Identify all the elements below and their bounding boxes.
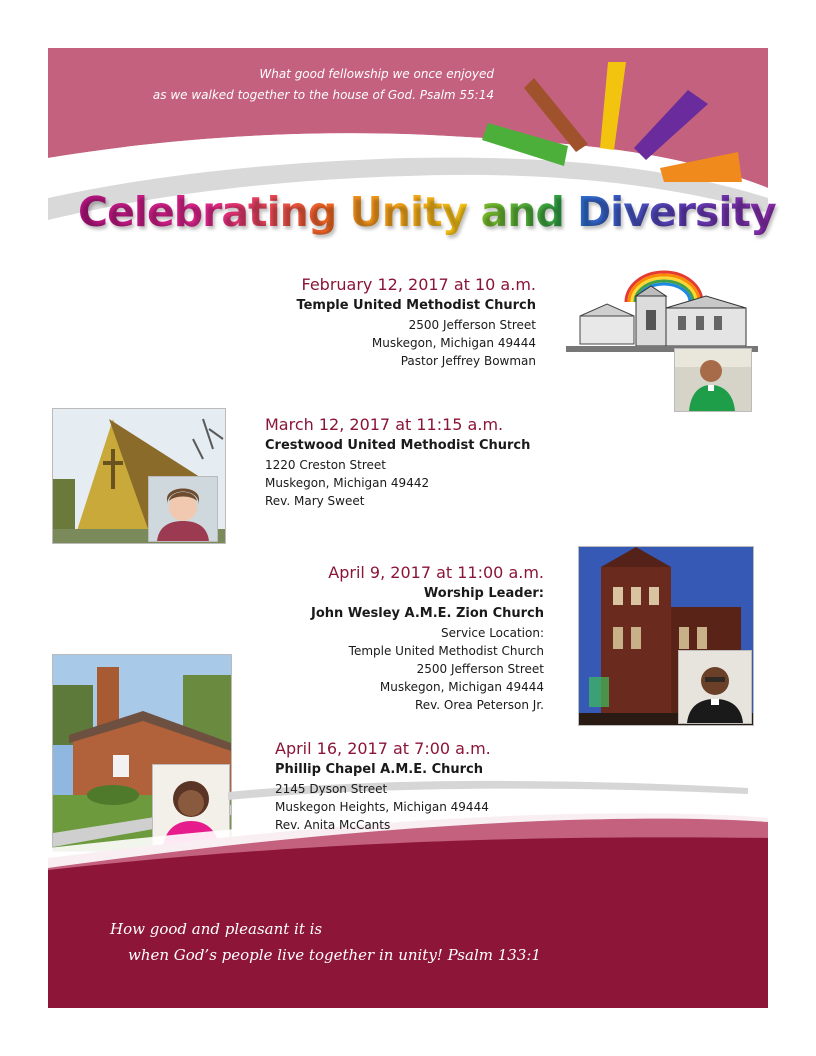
event-location-label: Service Location: — [441, 626, 544, 640]
event-date: March 12, 2017 at 11:15 a.m. — [265, 415, 504, 434]
event-pastor: Pastor Jeffrey Bowman — [400, 354, 536, 368]
temple-church-sketch-image — [566, 270, 758, 358]
title-word-diversity: Diversity — [577, 188, 776, 236]
event-church: Crestwood United Methodist Church — [265, 438, 531, 453]
page-title — [78, 188, 776, 236]
event-church: Phillip Chapel A.M.E. Church — [275, 762, 483, 777]
event-date: April 9, 2017 at 11:00 a.m. — [328, 563, 544, 582]
event-location-church: Temple United Methodist Church — [348, 644, 544, 658]
event-4 — [275, 738, 491, 834]
event-3 — [311, 562, 544, 714]
flyer-page — [48, 48, 776, 1008]
event-address: 2145 Dyson Street — [275, 782, 388, 796]
event-city: Muskegon, Michigan 49442 — [265, 476, 430, 490]
event-pastor: Rev. Mary Sweet — [265, 494, 365, 508]
title-word-unity: Unity — [349, 188, 468, 236]
header-verse-line1: What good fellowship we once enjoyed — [259, 67, 494, 81]
footer-verse-line2: when God’s people live together in unity! Psalm 133:1 — [128, 946, 541, 964]
pastor-bowman-photo — [674, 348, 752, 412]
event-city: Muskegon, Michigan 49444 — [379, 680, 544, 694]
rev-orea-peterson-photo — [678, 650, 752, 724]
event-address: 1220 Creston Street — [265, 458, 386, 472]
header-verse-line2: as we walked together to the house of God. Psalm 55:14 — [152, 88, 494, 102]
event-pastor: Rev. Anita McCants — [275, 818, 391, 832]
event-church: John Wesley A.M.E. Zion Church — [311, 606, 544, 621]
event-date: February 12, 2017 at 10 a.m. — [301, 275, 536, 294]
rev-mary-sweet-photo — [148, 476, 218, 542]
header-verse — [148, 64, 494, 106]
event-leader-label: Worship Leader: — [423, 586, 544, 601]
event-address: 2500 Jefferson Street — [416, 662, 544, 676]
event-church: Temple United Methodist Church — [296, 298, 536, 313]
event-2 — [265, 414, 530, 510]
event-city: Muskegon Heights, Michigan 49444 — [275, 800, 489, 814]
event-1 — [296, 274, 536, 370]
event-city: Muskegon, Michigan 49444 — [371, 336, 536, 350]
event-address: 2500 Jefferson Street — [408, 318, 536, 332]
title-word-and: and — [480, 188, 564, 236]
footer-verse-line1: How good and pleasant it is — [110, 920, 323, 938]
event-pastor: Rev. Orea Peterson Jr. — [414, 698, 544, 712]
title-word-celebrating: Celebrating — [78, 188, 337, 236]
footer-verse — [110, 916, 541, 968]
event-date: April 16, 2017 at 7:00 a.m. — [275, 739, 491, 758]
